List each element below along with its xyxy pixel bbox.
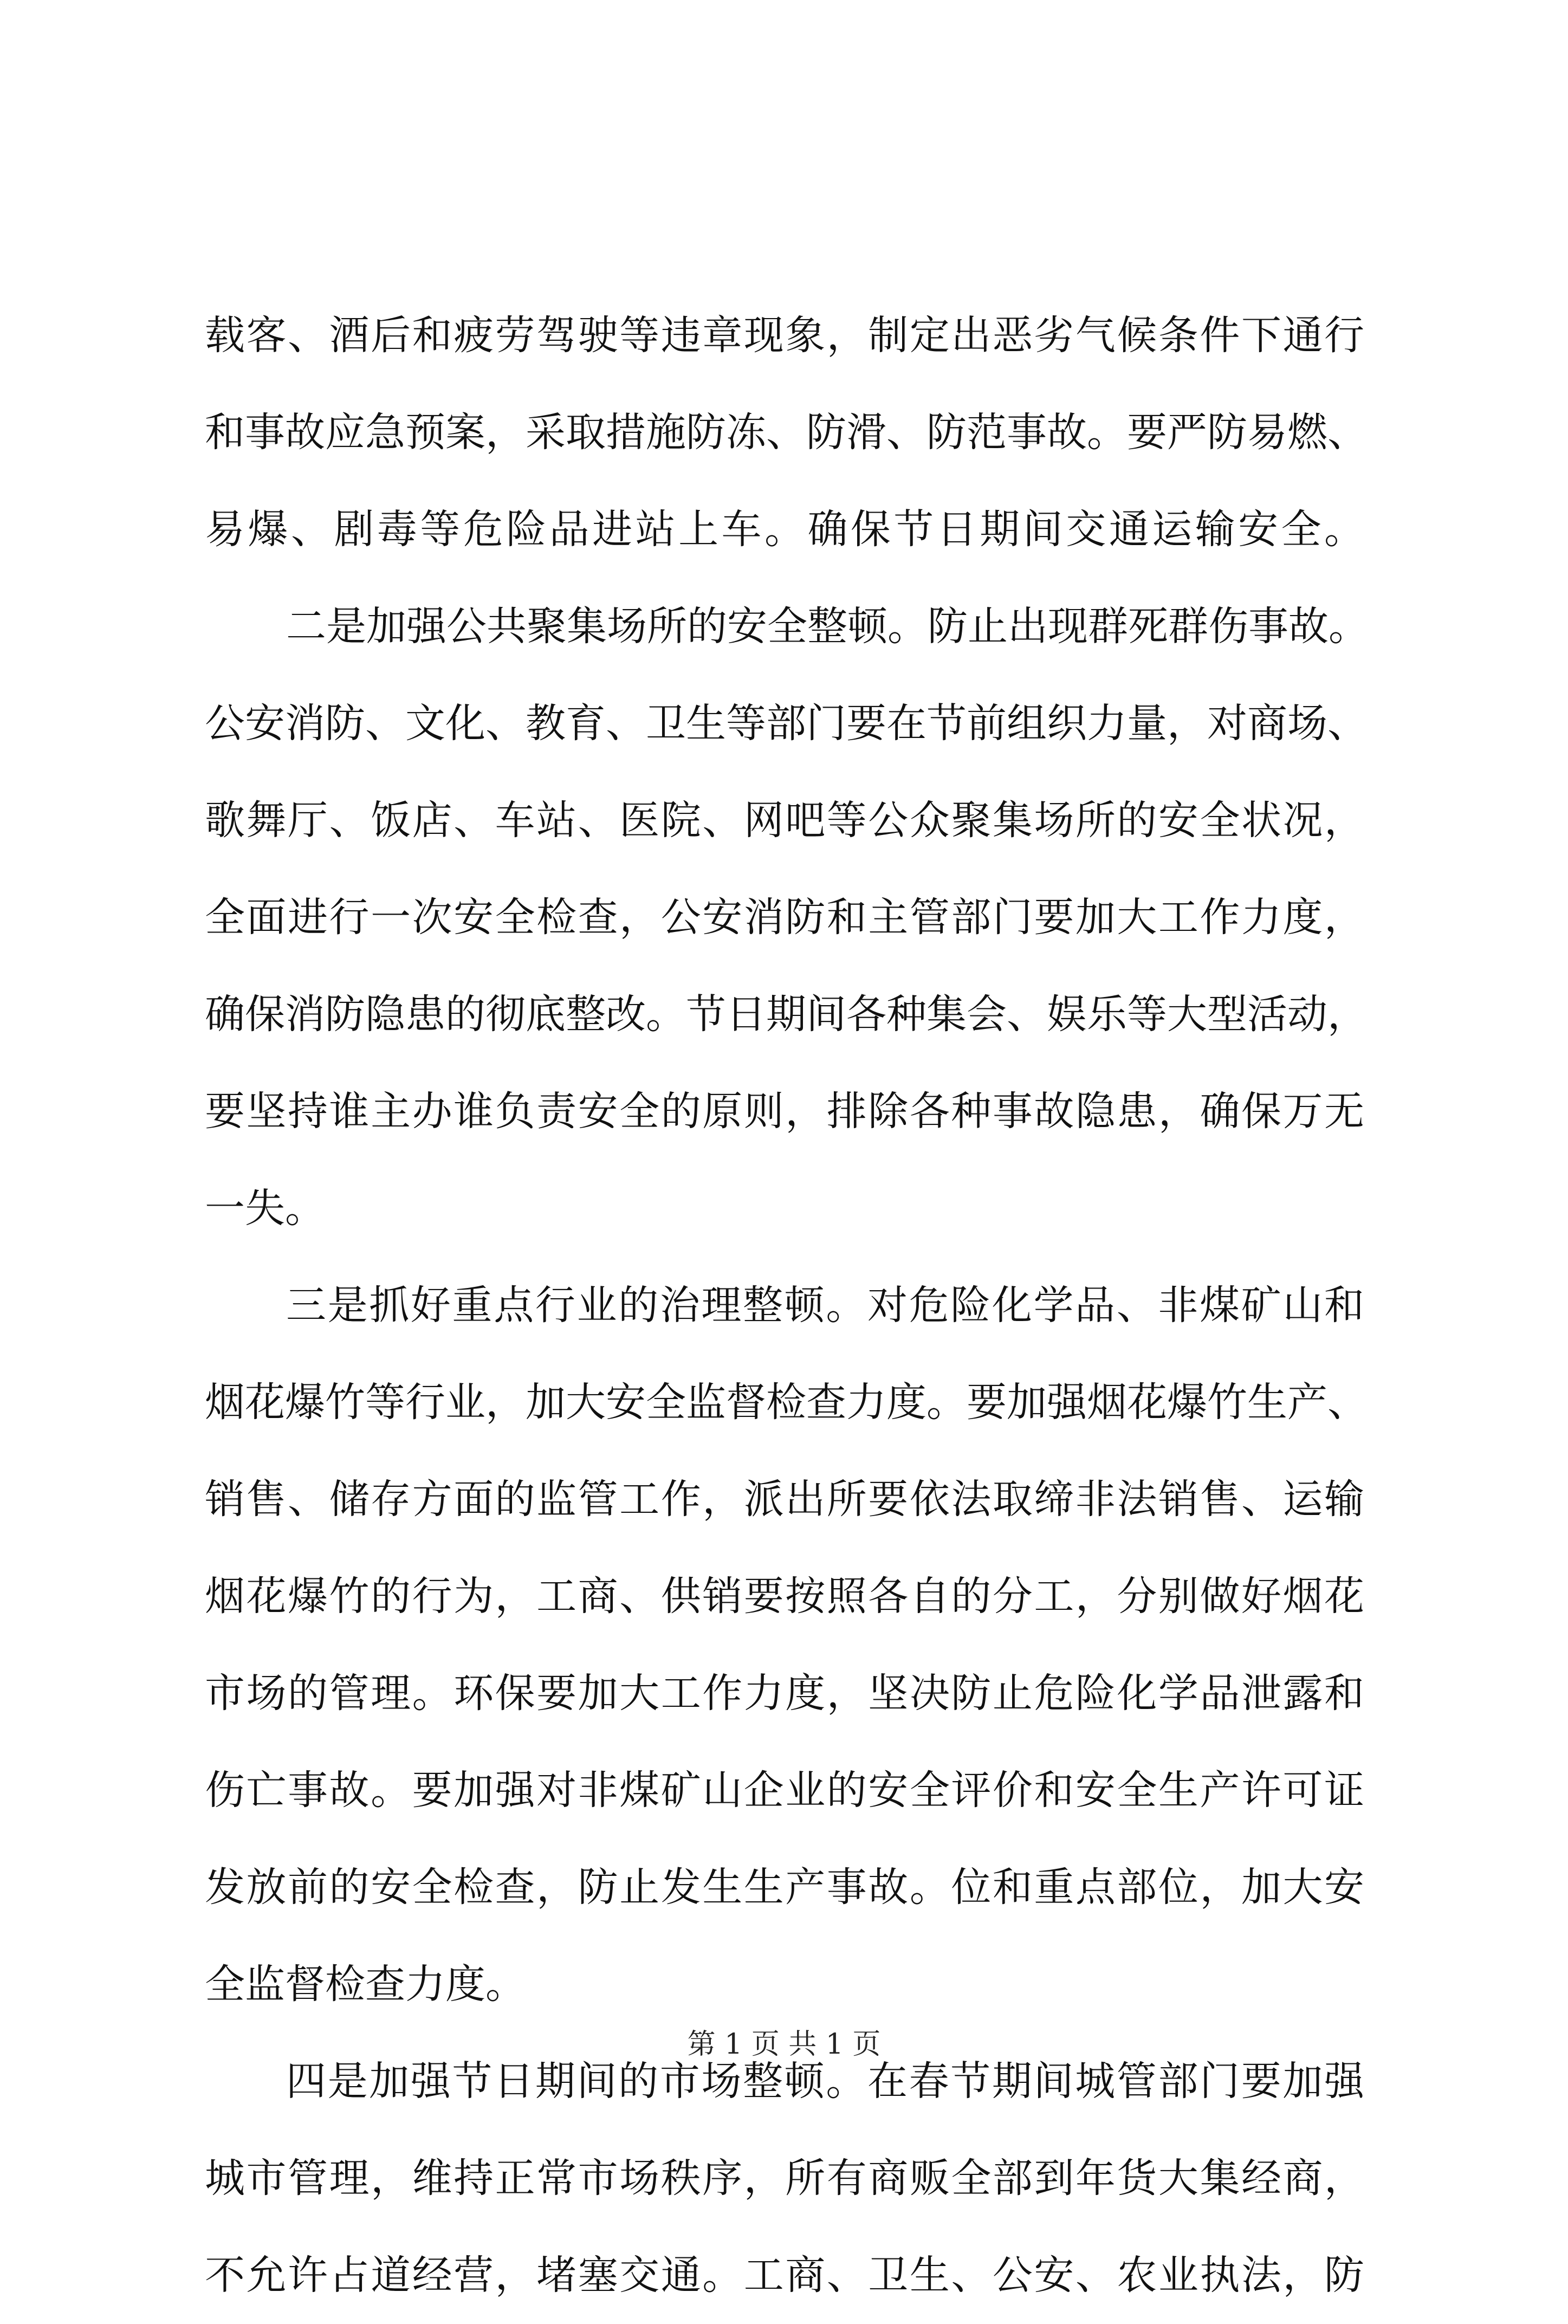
text-line: 伤亡事故。要加强对非煤矿山企业的安全评价和安全生产许可证 (205, 1767, 1364, 1814)
text-line: 发放前的安全检查，防止发生生产事故。位和重点部位，加大安 (205, 1864, 1364, 1911)
text-line: 载客、酒后和疲劳驾驶等违章现象，制定出恶劣气候条件下通行 (205, 312, 1364, 359)
text-line: 易爆、剧毒等危险品进站上车。确保节日期间交通运输安全。 (205, 506, 1364, 553)
text-line: 不允许占道经营，堵塞交通。工商、卫生、公安、农业执法，防 (205, 2252, 1364, 2299)
text-line: 一失。 (205, 1185, 325, 1232)
text-line: 烟花爆竹等行业，加大安全监督检查力度。要加强烟花爆竹生产、 (205, 1379, 1368, 1426)
text-line: 全面进行一次安全检查，公安消防和主管部门要加大工作力度， (205, 894, 1364, 941)
paragraph-first-line: 四是加强节日期间的市场整顿。在春节期间城管部门要加强 (286, 2058, 1364, 2105)
text-line: 城市管理，维持正常市场秩序，所有商贩全部到年货大集经商， (205, 2155, 1364, 2202)
text-line: 歌舞厅、饭店、车站、医院、网吧等公众聚集场所的安全状况， (205, 797, 1364, 844)
text-line: 确保消防隐患的彻底整改。节日期间各种集会、娱乐等大型活动， (205, 991, 1368, 1038)
page-footer: 第 1 页 共 1 页 (687, 2028, 881, 2061)
document-body (205, 287, 1369, 2324)
text-line: 销售、储存方面的监管工作，派出所要依法取缔非法销售、运输 (205, 1476, 1364, 1523)
paragraph-first-line: 三是抓好重点行业的治理整顿。对危险化学品、非煤矿山和 (286, 1282, 1364, 1329)
text-line: 和事故应急预案，采取措施防冻、防滑、防范事故。要严防易燃、 (205, 409, 1368, 456)
text-line: 全监督检查力度。 (205, 1961, 526, 2008)
text-line: 公安消防、文化、教育、卫生等部门要在节前组织力量，对商场、 (205, 700, 1368, 747)
text-line: 市场的管理。环保要加大工作力度，坚决防止危险化学品泄露和 (205, 1670, 1364, 1717)
paragraph-first-line: 二是加强公共聚集场所的安全整顿。防止出现群死群伤事故。 (286, 603, 1369, 650)
text-line: 烟花爆竹的行为，工商、供销要按照各自的分工，分别做好烟花 (205, 1573, 1364, 1620)
text-line: 要坚持谁主办谁负责安全的原则，排除各种事故隐患，确保万无 (205, 1088, 1364, 1135)
